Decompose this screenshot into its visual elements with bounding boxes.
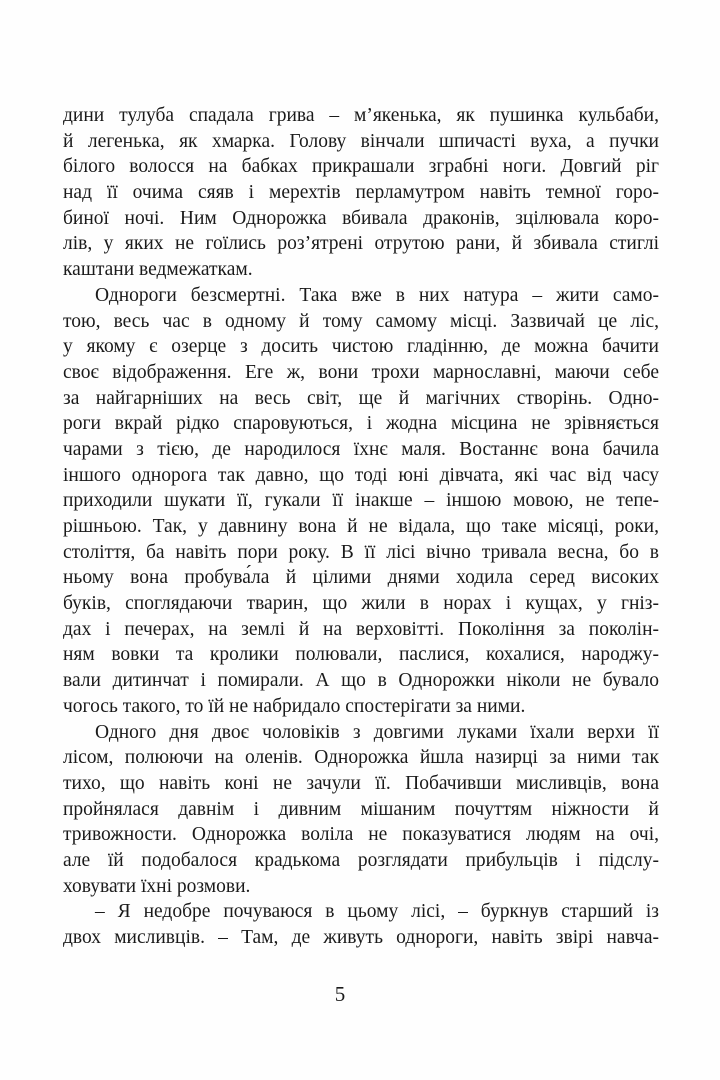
text-line: але їй подобалося крадькома розглядати прибульців і підслу-: [63, 849, 659, 871]
text-line: ховувати їхні розмови.: [63, 875, 251, 897]
text-line: пройнялася давнім і дивним мішаним почуттям ніжности й: [63, 798, 659, 820]
text-line: й легенька, як хмарка. Голову вінчали шпичасті вуха, а пучки: [63, 130, 659, 152]
text-line: за найгарніших на весь світ, ще й магічних створінь. Одно-: [63, 387, 659, 409]
text-line: биної ночі. Ним Однорожка вбивала драконів, зцілювала коро-: [63, 207, 659, 229]
text-line: своє відображення. Еге ж, вони трохи марнославні, маючи себе: [63, 361, 659, 383]
text-line: чарами з тією, де народилося їхнє маля. Востаннє вона бачила: [63, 438, 659, 460]
text-line: над її очима сяяв і мерехтів перламутром навіть темної горо-: [63, 182, 659, 204]
text-line: Однороги безсмертні. Така вже в них натура – жити само-: [95, 284, 659, 306]
text-line: у якому є озерце з досить чистою гладінню, де можна бачити: [63, 336, 659, 358]
text-line: століття, ба навіть пори року. В її лісі вічно тривала весна, бо в: [63, 541, 659, 563]
text-line: каштани ведмежаткам.: [63, 259, 253, 281]
text-line: білого волосся на бабках прикрашали зграбні ноги. Довгий ріг: [63, 156, 659, 178]
text-line: рішньою. Так, у давнину вона й не відала, що таке місяці, роки,: [63, 516, 659, 537]
text-line: вали дитинчат і помирали. А що в Однорожки ніколи не бувало: [63, 670, 659, 692]
text-line: тихо, що навіть коні не зачули її. Побачивши мисливців, вона: [63, 772, 659, 794]
text-line: іншого однорога так давно, що тоді юні дівчата, які час від часу: [63, 464, 659, 486]
page-text: [63, 103, 659, 951]
text-line: тривожности. Однорожка воліла не показуватися людям на очі,: [63, 824, 659, 846]
paragraph: [63, 283, 659, 720]
text-line: тою, весь час в одному й тому самому місці. Зазвичай це ліс,: [63, 310, 659, 332]
text-line: лісом, полюючи на оленів. Однорожка йшла назирці за ними так: [63, 747, 659, 769]
text-line: двох мисливців. – Там, де живуть однороги, навіть звірі навча-: [63, 927, 659, 948]
text-line: ньому вона пробува́ла й цілими днями ходила серед високих: [63, 567, 659, 589]
text-line: ням вовки та кролики полювали, паслися, кохалися, народжу-: [63, 644, 659, 666]
paragraph: [63, 720, 659, 900]
text-line: лів, у яких не гоїлись роз’ятрені отрутою рани, й збивала стиглі: [63, 233, 659, 255]
text-line: приходили шукати її, гукали її інакше – іншою мовою, не тепе-: [63, 490, 659, 512]
paragraph: [63, 899, 659, 950]
text-line: буків, споглядаючи тварин, що жили в норах і кущах, у гніз-: [63, 593, 659, 615]
page-number: 5: [334, 982, 346, 1006]
text-line: чогось такого, то їй не набридало спостерігати за ними.: [63, 695, 526, 717]
text-line: дини тулуба спадала грива – м’якенька, як пушинка кульбаби,: [63, 105, 659, 126]
text-line: – Я недобре почуваюся в цьому лісі, – буркнув старший із: [95, 901, 659, 923]
text-line: Одного дня двоє чоловіків з довгими луками їхали верхи її: [95, 721, 659, 743]
text-line: роги вкрай рідко спаровуються, і жодна місцина не зрівняється: [63, 413, 659, 435]
text-line: дах і печерах, на землі й на верховітті. Покоління за поколін-: [63, 618, 659, 640]
paragraph: [63, 103, 659, 283]
